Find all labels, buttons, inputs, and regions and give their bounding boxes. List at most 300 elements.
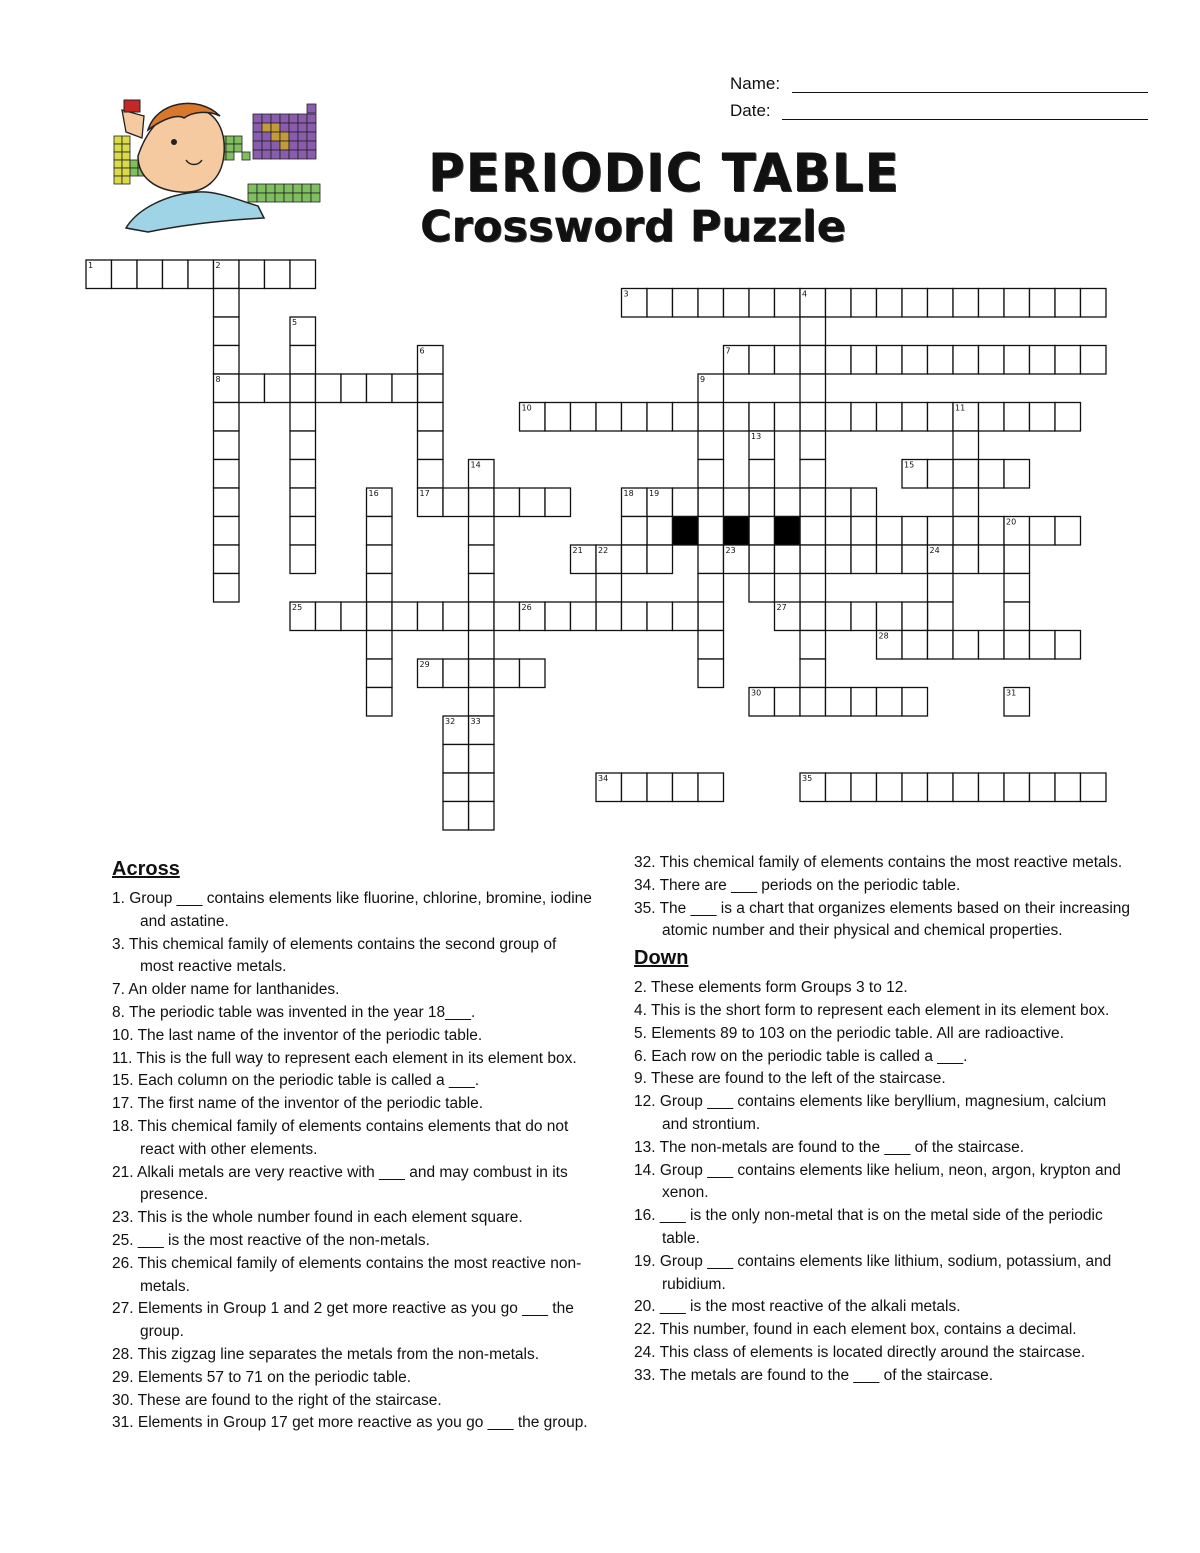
grid-cell[interactable] (112, 260, 138, 289)
grid-cell[interactable] (596, 403, 622, 432)
grid-cell[interactable] (826, 545, 852, 574)
grid-cell[interactable] (800, 431, 826, 460)
clue-number: 13 (751, 432, 762, 441)
grid-cell[interactable] (979, 289, 1005, 318)
grid-cell[interactable] (877, 346, 903, 375)
grid-cell[interactable] (469, 488, 495, 517)
grid-cell[interactable] (800, 488, 826, 517)
across-clue: 8. The periodic table was invented in the year 18___. (112, 1003, 476, 1021)
grid-cell[interactable] (851, 545, 877, 574)
grid-cell[interactable] (1004, 602, 1030, 631)
grid-cell[interactable] (367, 602, 393, 631)
across-clue: 21. Alkali metals are very reactive with ___ and may combust in its presence. (112, 1163, 568, 1204)
grid-cell[interactable] (418, 431, 444, 460)
down-clue: 14. Group ___ contains elements like helium, neon, argon, krypton and xenon. (634, 1161, 1121, 1202)
grid-cell[interactable] (545, 403, 571, 432)
grid-cell[interactable] (469, 802, 495, 831)
grid-cell[interactable] (647, 289, 673, 318)
down-clue: 5. Elements 89 to 103 on the periodic table. All are radioactive. (634, 1024, 1064, 1042)
down-clue: 2. These elements form Groups 3 to 12. (634, 979, 908, 997)
grid-cell[interactable] (367, 659, 393, 688)
grid-cell[interactable] (214, 517, 240, 546)
grid-cell[interactable] (724, 403, 750, 432)
grid-cell[interactable] (290, 431, 316, 460)
grid-cell[interactable] (928, 602, 954, 631)
grid-cell[interactable] (469, 574, 495, 603)
grid-cell[interactable] (1004, 460, 1030, 489)
grid-cell[interactable] (826, 403, 852, 432)
name-line[interactable] (792, 92, 1148, 93)
grid-cell[interactable] (826, 346, 852, 375)
grid-cell[interactable] (673, 602, 699, 631)
grid-cell[interactable] (851, 773, 877, 802)
clue-number: 22 (598, 546, 609, 555)
grid-cell[interactable] (902, 403, 928, 432)
clue-number: 15 (904, 460, 915, 470)
clue-number: 14 (470, 460, 481, 470)
grid-cell[interactable] (214, 545, 240, 574)
grid-cell[interactable] (979, 403, 1005, 432)
grid-cell[interactable] (443, 659, 469, 688)
clue-number: 18 (623, 489, 634, 498)
down-clue: 13. The non-metals are found to the ___ of the staircase. (634, 1138, 1025, 1156)
grid-cell[interactable] (290, 488, 316, 517)
grid-cell[interactable] (163, 260, 189, 289)
grid-cell[interactable] (341, 374, 367, 403)
grid-cell[interactable] (698, 460, 724, 489)
grid-cell[interactable] (800, 460, 826, 489)
grid-cell[interactable] (367, 574, 393, 603)
grid-cell[interactable] (469, 773, 495, 802)
grid-cell[interactable] (724, 289, 750, 318)
grid-cell[interactable] (775, 545, 801, 574)
grid-cell[interactable] (290, 517, 316, 546)
clue-number: 31 (1006, 688, 1017, 698)
grid-cell[interactable] (775, 403, 801, 432)
across-heading: Across (112, 858, 180, 880)
grid-cell[interactable] (341, 602, 367, 631)
grid-cell[interactable] (877, 403, 903, 432)
grid-cell[interactable] (800, 403, 826, 432)
grid-cell[interactable] (877, 773, 903, 802)
across-clue: 31. Elements in Group 17 get more reactive as you go ___ the group. (112, 1414, 588, 1432)
grid-cell[interactable] (851, 602, 877, 631)
grid-cell[interactable] (647, 602, 673, 631)
grid-cell[interactable] (928, 517, 954, 546)
grid-cell[interactable] (877, 289, 903, 318)
grid-cell[interactable] (367, 688, 393, 717)
grid-cell[interactable] (239, 374, 265, 403)
clue-number: 6 (419, 346, 425, 356)
grid-cell[interactable] (520, 488, 546, 517)
grid-cell[interactable] (902, 688, 928, 717)
grid-cell[interactable] (800, 346, 826, 375)
grid-cell[interactable] (698, 631, 724, 660)
grid-cell[interactable] (316, 374, 342, 403)
grid-cell[interactable] (443, 773, 469, 802)
grid-cell[interactable] (290, 403, 316, 432)
crossword-grid[interactable] (0, 250, 1200, 840)
across-clues-section (112, 856, 592, 1435)
grid-cell[interactable] (494, 602, 520, 631)
grid-cell[interactable] (673, 488, 699, 517)
grid-cell[interactable] (902, 773, 928, 802)
grid-cell[interactable] (1030, 773, 1056, 802)
grid-cell[interactable] (851, 488, 877, 517)
grid-cell[interactable] (673, 403, 699, 432)
grid-cell[interactable] (214, 403, 240, 432)
grid-cell[interactable] (469, 659, 495, 688)
grid-cell[interactable] (214, 317, 240, 346)
across-clue: 30. These are found to the right of the staircase. (112, 1391, 442, 1409)
grid-cell[interactable] (1004, 289, 1030, 318)
grid-cell[interactable] (367, 545, 393, 574)
across-clue: 17. The first name of the inventor of the periodic table. (112, 1095, 484, 1113)
clue-number: 29 (419, 660, 430, 669)
grid-cell[interactable] (928, 574, 954, 603)
across-clue: 15. Each column on the periodic table is called a ___. (112, 1072, 480, 1090)
down-clue: 24. This class of elements is located directly around the staircase. (634, 1343, 1086, 1361)
grid-cell[interactable] (647, 403, 673, 432)
grid-cell[interactable] (622, 517, 648, 546)
grid-cell[interactable] (775, 289, 801, 318)
grid-cell[interactable] (928, 773, 954, 802)
grid-cell[interactable] (443, 802, 469, 831)
grid-cell[interactable] (800, 517, 826, 546)
grid-cell[interactable] (953, 346, 979, 375)
grid-cell[interactable] (316, 602, 342, 631)
grid-cell[interactable] (418, 602, 444, 631)
clue-number: 27 (776, 603, 787, 612)
clue-number: 7 (725, 346, 731, 356)
grid-cell[interactable] (953, 631, 979, 660)
across-down-clues-section (634, 852, 1134, 1388)
grid-cell[interactable] (469, 545, 495, 574)
grid-cell[interactable] (749, 346, 775, 375)
grid-cell[interactable] (749, 460, 775, 489)
grid-cell[interactable] (749, 403, 775, 432)
grid-cell[interactable] (1055, 517, 1081, 546)
grid-cell[interactable] (290, 460, 316, 489)
down-clue: 4. This is the short form to represent each element in its element box. (634, 1001, 1110, 1019)
clue-number: 33 (470, 717, 481, 726)
grid-cell[interactable] (647, 545, 673, 574)
grid-cell[interactable] (367, 517, 393, 546)
clue-number: 10 (521, 403, 532, 413)
grid-cell[interactable] (851, 403, 877, 432)
grid-cell[interactable] (265, 374, 291, 403)
grid-cell[interactable] (214, 431, 240, 460)
grid-cell[interactable] (902, 289, 928, 318)
grid-cell[interactable] (851, 346, 877, 375)
grid-cell[interactable] (749, 488, 775, 517)
name-field[interactable] (730, 74, 780, 94)
grid-cell[interactable] (239, 260, 265, 289)
grid-cell[interactable] (826, 488, 852, 517)
grid-cell[interactable] (800, 659, 826, 688)
grid-cell[interactable] (800, 317, 826, 346)
grid-cell[interactable] (647, 517, 673, 546)
clue-number: 11 (955, 403, 966, 413)
grid-cell[interactable] (596, 574, 622, 603)
grid-cell[interactable] (877, 602, 903, 631)
grid-cell[interactable] (826, 517, 852, 546)
grid-cell[interactable] (545, 602, 571, 631)
clue-number: 32 (445, 717, 456, 726)
grid-cell[interactable] (953, 545, 979, 574)
across-clue: 10. The last name of the inventor of the periodic table. (112, 1026, 483, 1044)
grid-cell[interactable] (826, 289, 852, 318)
grid-cell[interactable] (1081, 346, 1107, 375)
grid-cell[interactable] (979, 545, 1005, 574)
grid-cell[interactable] (1004, 631, 1030, 660)
grid-block (775, 517, 801, 546)
grid-cell[interactable] (392, 374, 418, 403)
grid-cell[interactable] (469, 517, 495, 546)
grid-cell[interactable] (902, 517, 928, 546)
grid-cell[interactable] (214, 574, 240, 603)
across-clue: 34. There are ___ periods on the periodic table. (634, 876, 961, 894)
grid-cell[interactable] (928, 346, 954, 375)
clue-number: 24 (929, 546, 940, 555)
grid-cell[interactable] (214, 346, 240, 375)
down-clue: 12. Group ___ contains elements like beryllium, magnesium, calcium and strontium. (634, 1093, 1107, 1133)
grid-cell[interactable] (953, 773, 979, 802)
clue-number: 23 (725, 546, 736, 555)
grid-cell[interactable] (1055, 289, 1081, 318)
across-clue: 28. This zigzag line separates the metals from the non-metals. (112, 1345, 540, 1363)
grid-cell[interactable] (877, 688, 903, 717)
grid-cell[interactable] (698, 517, 724, 546)
clue-number: 5 (292, 318, 298, 327)
grid-cell[interactable] (214, 488, 240, 517)
grid-cell[interactable] (1004, 773, 1030, 802)
grid-cell[interactable] (622, 403, 648, 432)
clue-number: 30 (751, 688, 762, 698)
grid-cell[interactable] (953, 460, 979, 489)
grid-cell[interactable] (698, 431, 724, 460)
across-clue: 35. The ___ is a chart that organizes elements based on their increasing atomic number and their physical and chemical properties. (634, 899, 1131, 940)
down-clue: 16. ___ is the only non-metal that is on the metal side of the periodic table. (634, 1207, 1103, 1247)
down-heading: Down (634, 947, 689, 970)
across-clue: 18. This chemical family of elements contains elements that do not react with other elements. (112, 1117, 569, 1158)
grid-cell[interactable] (596, 602, 622, 631)
grid-cell[interactable] (1055, 403, 1081, 432)
across-clue: 3. This chemical family of elements contains the second group of most reactive metals. (112, 935, 557, 976)
grid-cell[interactable] (800, 631, 826, 660)
across-clue: 23. This is the whole number found in each element square. (112, 1209, 523, 1227)
grid-cell[interactable] (494, 659, 520, 688)
grid-cell[interactable] (877, 545, 903, 574)
clue-number: 20 (1006, 517, 1017, 527)
grid-cell[interactable] (698, 403, 724, 432)
grid-cell[interactable] (137, 260, 163, 289)
grid-cell[interactable] (698, 574, 724, 603)
grid-cell[interactable] (775, 346, 801, 375)
grid-cell[interactable] (1004, 403, 1030, 432)
grid-cell[interactable] (571, 403, 597, 432)
across-clue: 11. This is the full way to represent each element in its element box. (112, 1049, 577, 1067)
across-clue: 32. This chemical family of elements contains the most reactive metals. (634, 854, 1123, 871)
grid-cell[interactable] (698, 773, 724, 802)
grid-cell[interactable] (418, 403, 444, 432)
grid-cell[interactable] (443, 602, 469, 631)
grid-cell[interactable] (979, 631, 1005, 660)
grid-cell[interactable] (698, 488, 724, 517)
grid-cell[interactable] (673, 773, 699, 802)
grid-cell[interactable] (418, 460, 444, 489)
grid-cell[interactable] (979, 460, 1005, 489)
down-clue: 20. ___ is the most reactive of the alkali metals. (634, 1298, 961, 1316)
clue-number: 35 (802, 774, 813, 783)
grid-cell[interactable] (1030, 403, 1056, 432)
grid-cell[interactable] (571, 602, 597, 631)
grid-cell[interactable] (469, 688, 495, 717)
clue-number: 19 (649, 489, 660, 498)
grid-cell[interactable] (826, 602, 852, 631)
down-clue: 22. This number, found in each element box, contains a decimal. (634, 1321, 1077, 1339)
grid-cell[interactable] (545, 488, 571, 517)
date-label: Date: (730, 101, 771, 120)
grid-cell[interactable] (698, 659, 724, 688)
grid-cell[interactable] (469, 602, 495, 631)
title-crossword-puzzle: Crossword Puzzle (420, 202, 846, 252)
grid-cell[interactable] (469, 745, 495, 774)
grid-cell[interactable] (775, 688, 801, 717)
grid-cell[interactable] (851, 688, 877, 717)
grid-cell[interactable] (647, 773, 673, 802)
grid-cell[interactable] (214, 460, 240, 489)
grid-block (724, 517, 750, 546)
grid-cell[interactable] (928, 289, 954, 318)
grid-cell[interactable] (851, 289, 877, 318)
down-clue: 19. Group ___ contains elements like lithium, sodium, potassium, and rubidium. (634, 1252, 1112, 1293)
grid-cell[interactable] (367, 631, 393, 660)
grid-cell[interactable] (928, 631, 954, 660)
grid-cell[interactable] (1030, 517, 1056, 546)
grid-cell[interactable] (953, 488, 979, 517)
across-clue: 29. Elements 57 to 71 on the periodic table. (112, 1368, 412, 1386)
grid-cell[interactable] (928, 403, 954, 432)
grid-cell[interactable] (1030, 289, 1056, 318)
grid-cell[interactable] (775, 488, 801, 517)
grid-cell[interactable] (1030, 346, 1056, 375)
across-clue: 7. An older name for lanthanides. (112, 981, 340, 999)
grid-cell[interactable] (826, 773, 852, 802)
grid-cell[interactable] (494, 488, 520, 517)
grid-cell[interactable] (902, 602, 928, 631)
date-line[interactable] (782, 119, 1148, 120)
clue-number: 17 (419, 489, 430, 498)
grid-cell[interactable] (953, 289, 979, 318)
grid-cell[interactable] (673, 289, 699, 318)
grid-cell[interactable] (979, 346, 1005, 375)
grid-cell[interactable] (851, 517, 877, 546)
grid-block (673, 517, 699, 546)
grid-cell[interactable] (1055, 631, 1081, 660)
clue-number: 8 (215, 375, 221, 384)
clue-number: 25 (292, 603, 303, 612)
grid-cell[interactable] (1055, 773, 1081, 802)
grid-cell[interactable] (443, 488, 469, 517)
grid-cell[interactable] (749, 289, 775, 318)
grid-cell[interactable] (1030, 631, 1056, 660)
grid-cell[interactable] (188, 260, 214, 289)
clue-number: 9 (700, 375, 706, 384)
grid-cell[interactable] (520, 659, 546, 688)
grid-cell[interactable] (1081, 773, 1107, 802)
grid-cell[interactable] (1055, 346, 1081, 375)
grid-cell[interactable] (928, 460, 954, 489)
grid-cell[interactable] (979, 517, 1005, 546)
grid-cell[interactable] (826, 688, 852, 717)
across-clue: 27. Elements in Group 1 and 2 get more reactive as you go ___ the group. (112, 1300, 574, 1341)
grid-cell[interactable] (749, 517, 775, 546)
grid-cell[interactable] (1004, 574, 1030, 603)
clue-number: 1 (88, 261, 94, 270)
grid-cell[interactable] (800, 574, 826, 603)
grid-cell[interactable] (392, 602, 418, 631)
grid-cell[interactable] (953, 517, 979, 546)
grid-cell[interactable] (698, 602, 724, 631)
grid-cell[interactable] (290, 260, 316, 289)
grid-cell[interactable] (698, 289, 724, 318)
clue-number: 26 (521, 603, 532, 612)
grid-cell[interactable] (622, 545, 648, 574)
grid-cell[interactable] (749, 574, 775, 603)
grid-cell[interactable] (622, 602, 648, 631)
grid-cell[interactable] (214, 289, 240, 318)
grid-cell[interactable] (443, 745, 469, 774)
name-label: Name: (730, 74, 781, 93)
clue-number: 16 (368, 489, 379, 498)
down-clue: 9. These are found to the left of the staircase. (634, 1070, 946, 1088)
grid-cell[interactable] (290, 346, 316, 375)
grid-cell[interactable] (418, 374, 444, 403)
grid-cell[interactable] (469, 631, 495, 660)
grid-cell[interactable] (877, 517, 903, 546)
grid-cell[interactable] (902, 631, 928, 660)
grid-cell[interactable] (749, 545, 775, 574)
grid-cell[interactable] (698, 545, 724, 574)
clue-number: 21 (572, 546, 583, 555)
grid-cell[interactable] (265, 260, 291, 289)
grid-cell[interactable] (953, 431, 979, 460)
grid-cell[interactable] (367, 374, 393, 403)
grid-cell[interactable] (902, 346, 928, 375)
across-clue: 25. ___ is the most reactive of the non-metals. (112, 1231, 430, 1249)
clue-number: 34 (598, 774, 609, 783)
clue-number: 2 (215, 261, 221, 270)
title-periodic-table: PERIODIC TABLE (428, 142, 900, 204)
grid-cell[interactable] (622, 773, 648, 802)
grid-cell[interactable] (800, 688, 826, 717)
grid-cell[interactable] (290, 374, 316, 403)
date-field[interactable] (730, 101, 771, 121)
grid-cell[interactable] (800, 545, 826, 574)
grid-cell[interactable] (800, 602, 826, 631)
grid-cell[interactable] (902, 545, 928, 574)
grid-cell[interactable] (979, 773, 1005, 802)
scientist-periodic-table-clipart (108, 96, 328, 236)
grid-cell[interactable] (800, 374, 826, 403)
grid-cell[interactable] (724, 488, 750, 517)
grid-cell[interactable] (290, 545, 316, 574)
grid-cell[interactable] (1004, 545, 1030, 574)
grid-cell[interactable] (1081, 289, 1107, 318)
down-clue: 33. The metals are found to the ___ of the staircase. (634, 1366, 994, 1384)
grid-cell[interactable] (1004, 346, 1030, 375)
